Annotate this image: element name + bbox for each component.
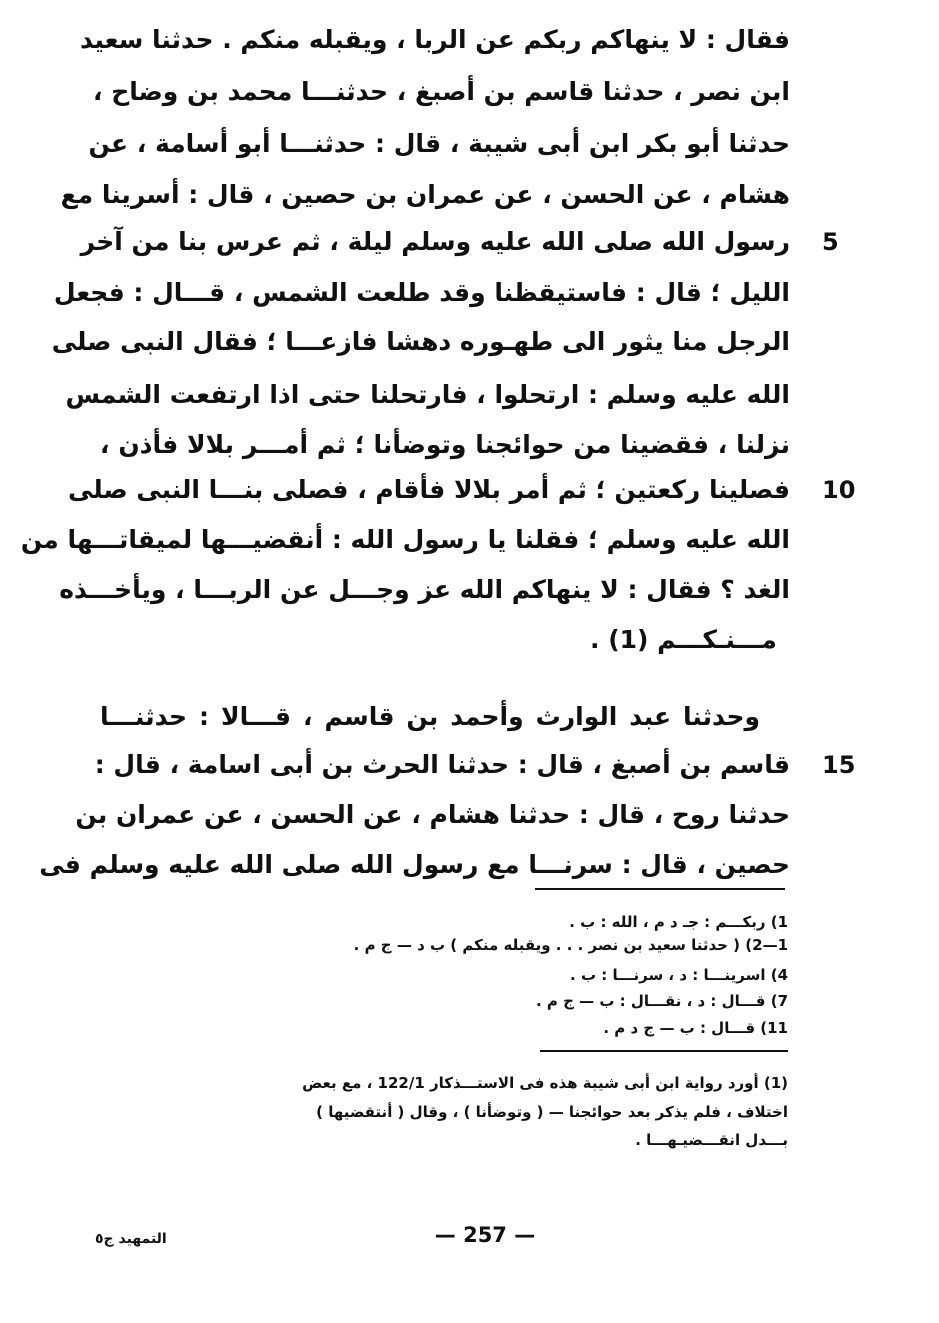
body-underline-rule (535, 888, 785, 890)
body-line-3: حدثنا أبو بكر ابن أبى شيبة ، قال : حدثنـــا أبو أسامة ، عن (88, 129, 790, 158)
line-number-15: 15 (822, 751, 856, 779)
body-line-16: حدثنا روح ، قال : حدثنا هشام ، عن الحسن ، عن عمران بن (75, 800, 790, 829)
footnote-separator-rule (540, 1050, 788, 1052)
footnote-line-2: اختلاف ، فلم يذكر بعد حوائجنا — ( وتوضأنا ) ، وقال ( أنتقضيها ) (316, 1103, 788, 1121)
body-line-8: الله عليه وسلم : ارتحلوا ، فارتحلنا حتى اذا ارتفعت الشمس (65, 380, 790, 409)
body-line-4: هشام ، عن الحسن ، عن عمران بن حصين ، قال : أسرينا مع (60, 180, 790, 209)
running-footer-title: التمهيد ج٥ (95, 1231, 167, 1247)
body-line-10: فصلينا ركعتين ؛ ثم أمر بلالا فأقام ، فصلى بنـــا النبى صلى (67, 475, 790, 504)
body-line-13: مـــنـكـــم (1) . (590, 625, 777, 654)
apparatus-note-1: 1) ربكـــم : جـ د م ، الله : ب . (569, 913, 788, 931)
body-line-6: الليل ؛ قال : فاستيقظنا وقد طلعت الشمس ، قـــال : فجعل (53, 278, 790, 307)
body-line-14: وحدثنا عبد الوارث وأحمد بن قاسم ، قـــالا : حدثنـــا (100, 702, 760, 731)
line-number-5: 5 (822, 228, 839, 256)
footnote-line-1: (1) أورد رواية ابن أبى شيبة هذه فى الاستـــذكار 122/1 ، مع بعض (302, 1074, 788, 1092)
body-line-5: رسول الله صلى الله عليه وسلم ليلة ، ثم عرس بنا من آخر (80, 227, 790, 256)
body-line-9: نزلنا ، فقضينا من حوائجنا وتوضأنا ؛ ثم أمـــر بلالا فأذن ، (100, 430, 790, 459)
apparatus-note-5: 11) قـــال : ب — ج د م . (603, 1019, 788, 1037)
apparatus-note-2: 1—2) ( حدثنا سعيد بن نصر . . . ويقبله منكم ) ب د — ج م . (353, 936, 788, 954)
body-line-15: قاسم بن أصبغ ، قال : حدثنا الحرث بن أبى اسامة ، قال : (94, 750, 790, 779)
body-line-12: الغد ؟ فقال : لا ينهاكم الله عز وجـــل عن الربـــا ، ويأخـــذه (59, 575, 790, 604)
body-line-7: الرجل منا يثور الى طهـوره دهشا فازعـــا ؛ فقال النبى صلى (51, 327, 790, 356)
body-line-1: فقال : لا ينهاكم ربكم عن الربا ، ويقبله منكم . حدثنا سعيد (80, 25, 790, 54)
body-line-11: الله عليه وسلم ؛ فقلنا يا رسول الله : أنقضيـــها لميقاتـــها من (20, 525, 790, 554)
page-number: — 257 — (434, 1223, 536, 1247)
apparatus-note-4: 7) قـــال : د ، نقـــال : ب — ج م . (535, 992, 788, 1010)
apparatus-note-3: 4) اسرينـــا : د ، سرنـــا : ب . (570, 966, 788, 984)
body-line-17: حصين ، قال : سرنـــا مع رسول الله صلى الله عليه وسلم فى (39, 850, 790, 879)
body-line-2: ابن نصر ، حدثنا قاسم بن أصبغ ، حدثنـــا محمد بن وضاح ، (93, 77, 790, 106)
footnote-line-3: بـــدل انقـــضيـهـــا . (635, 1131, 788, 1149)
line-number-10: 10 (822, 476, 856, 504)
